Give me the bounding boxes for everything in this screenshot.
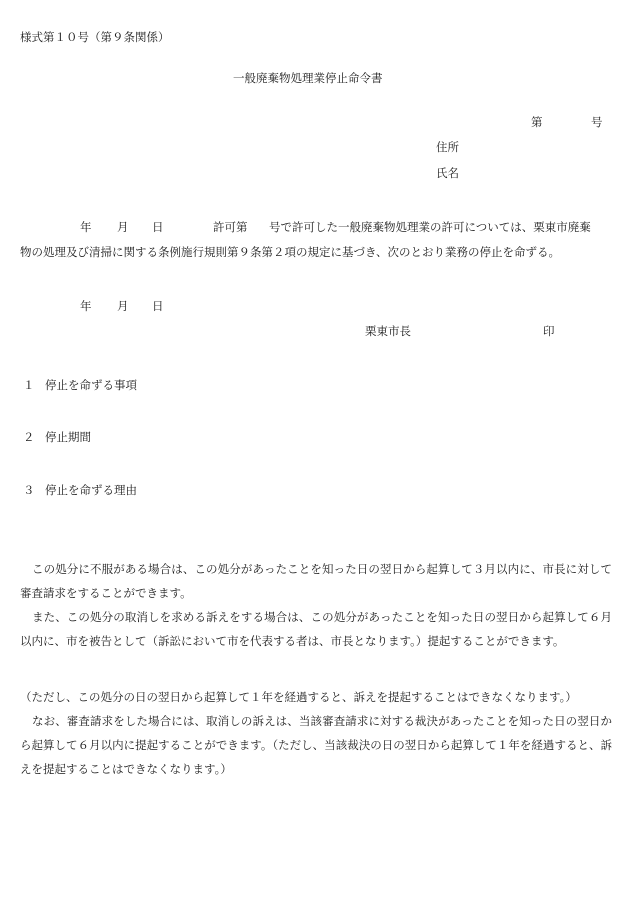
reference-number-prefix: 第	[531, 115, 543, 129]
name-label: 氏名	[436, 166, 459, 180]
body-date-day: 日	[152, 220, 164, 234]
issuer-title: 栗東市長	[365, 324, 411, 338]
item-number: １	[23, 378, 35, 392]
document-title: 一般廃棄物処理業停止命令書	[233, 71, 383, 85]
item-label: 停止期間	[45, 430, 91, 444]
item-number: ２	[23, 430, 35, 444]
issue-date-month: 月	[117, 299, 129, 313]
body-date-year: 年	[80, 220, 92, 234]
issue-date-year: 年	[80, 299, 92, 313]
permit-prefix: 許可第	[213, 220, 248, 234]
body-text-line2: 物の処理及び清掃に関する条例施行規則第９条第２項の規定に基づき、次のとおり業務の停止を命ずる。	[20, 245, 561, 259]
item-label: 停止を命ずる事項	[45, 378, 137, 392]
notice-paragraph-2: また、この処分の取消しを求める訴えをする場合は、この処分があったことを知った日の翌日から起算して６月以内に、市を被告として（訴訟において市を代表する者は、市長となります。）提起することができます。	[20, 610, 612, 648]
list-item	[23, 432, 91, 444]
reference-number-suffix: 号	[591, 115, 603, 129]
list-item	[23, 380, 137, 392]
body-date-month: 月	[117, 220, 129, 234]
notice-paragraph-1: この処分に不服がある場合は、この処分があったことを知った日の翌日から起算して３月以内に、市長に対して審査請求をすることができます。	[20, 562, 612, 600]
form-number: 様式第１０号（第９条関係）	[20, 30, 170, 44]
address-label: 住所	[436, 140, 459, 154]
notice-paragraph-3: （ただし、この処分の日の翌日から起算して１年を経過すると、訴えを提起することはできなくなります。）	[20, 690, 577, 704]
item-number: ３	[23, 483, 35, 497]
issue-date-day: 日	[152, 299, 164, 313]
list-item	[23, 485, 137, 497]
notice-paragraph-4: なお、審査請求をした場合には、取消しの訴えは、当該審査請求に対する裁決があったことを知った日の翌日から起算して６月以内に提起することができます。（ただし、当該裁決の日の翌日から起算して１年を経過すると、訴えを提起することはできなくなります。）	[20, 714, 612, 776]
seal-mark: 印	[543, 324, 555, 338]
item-label: 停止を命ずる理由	[45, 483, 137, 497]
permit-text: 号で許可した一般廃棄物処理業の許可については、栗東市廃棄	[269, 220, 591, 234]
